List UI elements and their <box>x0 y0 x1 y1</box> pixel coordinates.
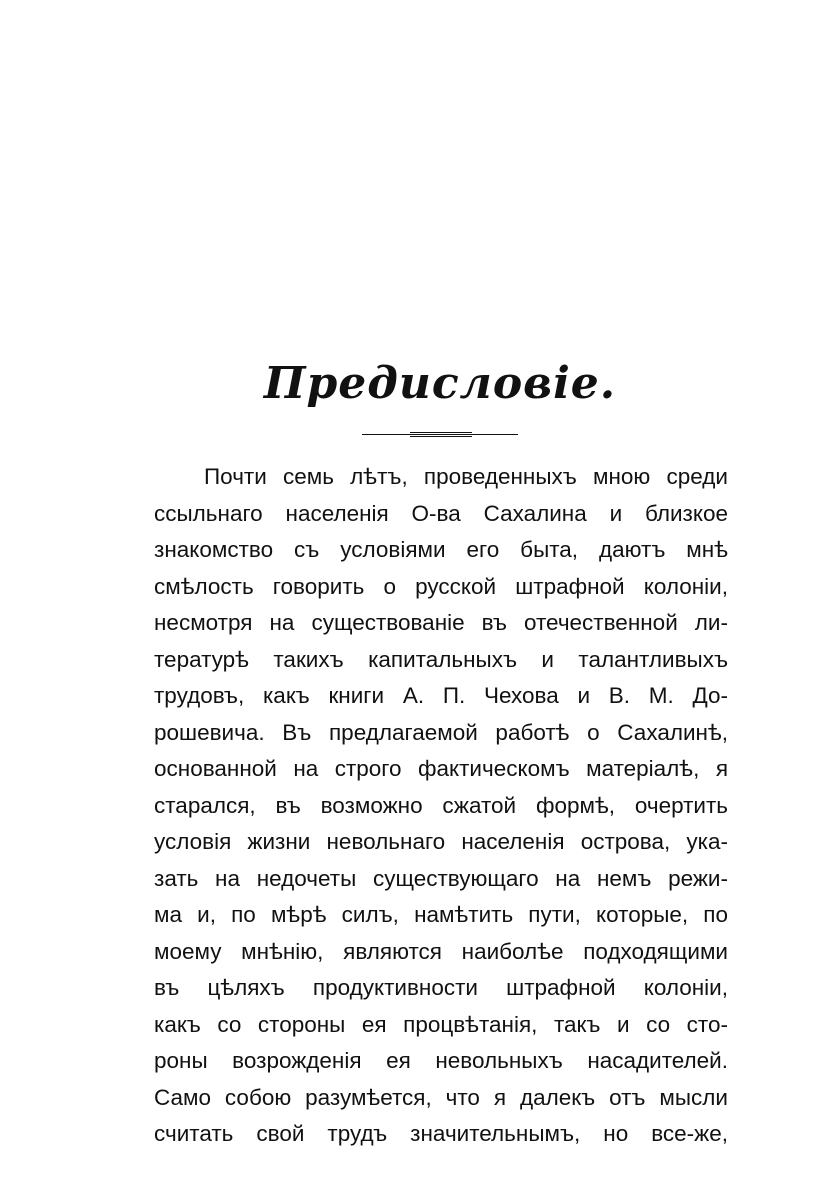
divider-accent-bottom <box>410 436 472 437</box>
text-line: ма и, по мѣрѣ силъ, намѣтить пути, которые, по <box>154 902 728 927</box>
text-line: считать свой трудъ значительнымъ, но все-же, <box>154 1121 728 1146</box>
preface-text <box>154 459 728 1153</box>
title-divider <box>362 431 518 439</box>
text-line: несмотря на существованіе въ отечественной ли- <box>154 610 728 635</box>
text-line: смѣлость говорить о русской штрафной колоніи, <box>154 573 728 599</box>
divider-line <box>362 434 518 435</box>
text-line: трудовъ, какъ книги А. П. Чехова и В. М. До- <box>154 683 728 708</box>
text-line: Почти семь лѣтъ, проведенныхъ мною среди <box>204 464 728 489</box>
text-line: роны возрожденія ея невольныхъ насадителей. <box>154 1048 728 1073</box>
text-line: въ цѣляхъ продуктивности штрафной колоніи, <box>154 975 728 1000</box>
text-line: рошевича. Въ предлагаемой работѣ о Сахалинѣ, <box>154 719 728 745</box>
text-line: какъ со стороны ея процвѣтанія, такъ и со сто- <box>154 1011 728 1037</box>
divider-accent-top <box>410 432 472 433</box>
text-line: зать на недочеты существующаго на немъ режи- <box>154 865 728 891</box>
text-line: Само собою разумѣется, что я далекъ отъ мысли <box>154 1084 728 1110</box>
page-title: Предисловіе. <box>263 358 617 409</box>
text-line: старался, въ возможно сжатой формѣ, очертить <box>154 792 728 818</box>
text-line: основанной на строго фактическомъ матеріалѣ, я <box>154 756 728 781</box>
text-line: тературѣ такихъ капитальныхъ и талантливыхъ <box>154 646 728 672</box>
text-line: знакомство съ условіями его быта, даютъ мнѣ <box>154 537 728 562</box>
text-line: условія жизни невольнаго населенія острова, ука- <box>154 829 728 854</box>
text-line: ссыльнаго населенія О-ва Сахалина и близкое <box>154 500 728 526</box>
text-line: моему мнѣнію, являются наиболѣе подходящими <box>154 938 728 964</box>
